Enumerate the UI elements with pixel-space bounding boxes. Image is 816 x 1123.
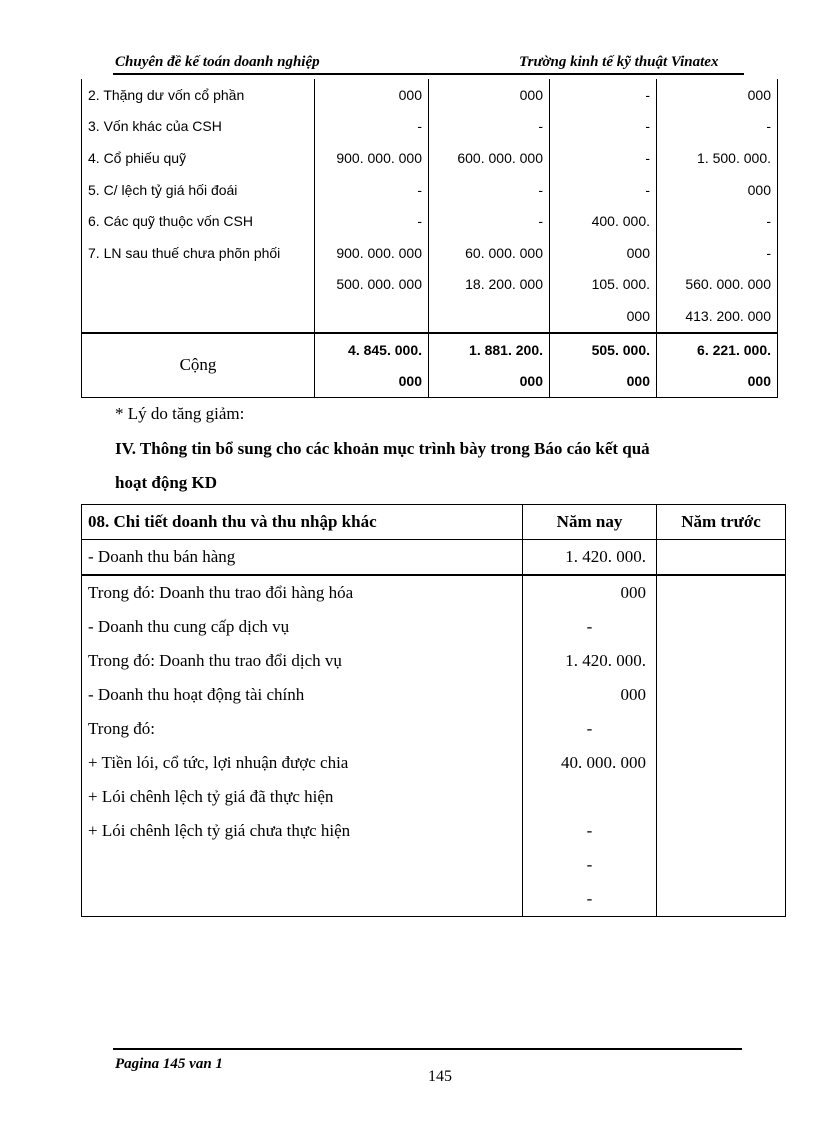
value-cell: 413. 200. 000 [657,300,778,333]
total-value: 000 [429,365,550,397]
previous-year-value [657,780,786,814]
row-label: - Doanh thu bán hàng [82,540,523,576]
current-year-value: - [523,712,657,746]
value-cell: 500. 000. 000 [315,269,429,301]
value-cell: - [429,205,550,237]
value-cell: 900. 000. 000 [315,142,429,174]
table-row [82,205,778,237]
header-right: Trường kinh tế kỹ thuật Vinatex [519,54,719,70]
total-value: 000 [550,365,657,397]
value-cell: 560. 000. 000 [657,269,778,301]
table-row [82,79,778,111]
row-label [82,882,523,917]
row-label: 3. Vốn khác của CSH [82,111,315,143]
total-value: 1. 881. 200. [429,333,550,366]
total-value: 505. 000. [550,333,657,366]
table-row [82,575,786,610]
table-row [82,142,778,174]
row-label [82,848,523,882]
previous-year-value [657,678,786,712]
current-year-value: 1. 420. 000. [523,644,657,678]
current-year-value: - [523,882,657,917]
value-cell [315,300,429,333]
table-row [82,678,786,712]
current-year-value: - [523,610,657,644]
current-year-value: 000 [523,575,657,610]
row-label: 5. C/ lệch tỷ giá hối đoái [82,174,315,206]
table-row [82,174,778,206]
row-label: 2. Thặng dư vốn cổ phần [82,79,315,111]
current-year-value: 40. 000. 000 [523,746,657,780]
row-label [82,269,315,301]
previous-year-value [657,746,786,780]
row-label: + Lói chênh lệch tỷ giá đã thực hiện [82,780,523,814]
column-header: Năm nay [523,505,657,540]
value-cell: 600. 000. 000 [429,142,550,174]
value-cell: - [550,111,657,143]
table-header-row [82,505,786,540]
header-rule [113,73,744,75]
previous-year-value [657,540,786,576]
current-year-value: 1. 420. 000. [523,540,657,576]
total-value: 000 [657,365,778,397]
value-cell: 400. 000. [550,205,657,237]
row-label: - Doanh thu cung cấp dịch vụ [82,610,523,644]
table-row [82,848,786,882]
value-cell: 000 [550,237,657,269]
value-cell: - [429,174,550,206]
column-header: Năm trước [657,505,786,540]
row-label: Trong đó: Doanh thu trao đổi dịch vụ [82,644,523,678]
table-row [82,237,778,269]
value-cell: 60. 000. 000 [429,237,550,269]
current-year-value: - [523,814,657,848]
value-cell: 000 [550,300,657,333]
row-label: + Tiền lói, cổ tức, lợi nhuận được chia [82,746,523,780]
table-row [82,111,778,143]
value-cell: - [550,142,657,174]
value-cell: - [315,111,429,143]
previous-year-value [657,712,786,746]
total-value: 000 [315,365,429,397]
table-row [82,746,786,780]
column-header: 08. Chi tiết doanh thu và thu nhập khác [82,505,523,540]
section-title-line1: IV. Thông tin bổ sung cho các khoản mục trình bày trong Báo cáo kết quả [115,439,650,458]
table-row [82,300,778,333]
current-year-value: 000 [523,678,657,712]
equity-table [81,79,778,398]
row-label: + Lói chênh lệch tỷ giá chưa thực hiện [82,814,523,848]
row-label: 7. LN sau thuế chưa phõn phối [82,237,315,269]
value-cell [429,300,550,333]
table-row [82,882,786,917]
reason-text: * Lý do tăng giảm: [115,404,245,423]
previous-year-value [657,882,786,917]
table-row [82,644,786,678]
previous-year-value [657,644,786,678]
value-cell: 000 [315,79,429,111]
page-number: 145 [428,1068,452,1085]
previous-year-value [657,814,786,848]
table-row [82,610,786,644]
total-label: Cộng [82,333,315,398]
value-cell: 000 [429,79,550,111]
table-row [82,814,786,848]
table-row [82,540,786,576]
previous-year-value [657,575,786,610]
total-value: 4. 845. 000. [315,333,429,366]
previous-year-value [657,848,786,882]
value-cell: - [550,79,657,111]
value-cell: 105. 000. [550,269,657,301]
value-cell: 000 [657,174,778,206]
footer-rule [113,1048,742,1050]
value-cell: - [550,174,657,206]
footer-text: Pagina 145 van 1 [115,1056,223,1072]
value-cell: - [657,205,778,237]
previous-year-value [657,610,786,644]
current-year-value: - [523,848,657,882]
value-cell: - [657,111,778,143]
value-cell: - [315,205,429,237]
row-label: 6. Các quỹ thuộc vốn CSH [82,205,315,237]
value-cell: - [315,174,429,206]
value-cell: 900. 000. 000 [315,237,429,269]
row-label: Trong đó: [82,712,523,746]
value-cell: - [429,111,550,143]
row-label [82,300,315,333]
row-label: 4. Cổ phiếu quỹ [82,142,315,174]
revenue-table [81,504,786,917]
row-label: - Doanh thu hoạt động tài chính [82,678,523,712]
table-row [82,269,778,301]
table-row [82,780,786,814]
section-title-line2: hoạt động KD [115,473,218,492]
total-row [82,333,778,366]
value-cell: 18. 200. 000 [429,269,550,301]
value-cell: - [657,237,778,269]
value-cell: 1. 500. 000. [657,142,778,174]
value-cell: 000 [657,79,778,111]
row-label: Trong đó: Doanh thu trao đổi hàng hóa [82,575,523,610]
total-value: 6. 221. 000. [657,333,778,366]
table-row [82,712,786,746]
current-year-value [523,780,657,814]
header-left: Chuyên đề kế toán doanh nghiệp [115,54,320,70]
